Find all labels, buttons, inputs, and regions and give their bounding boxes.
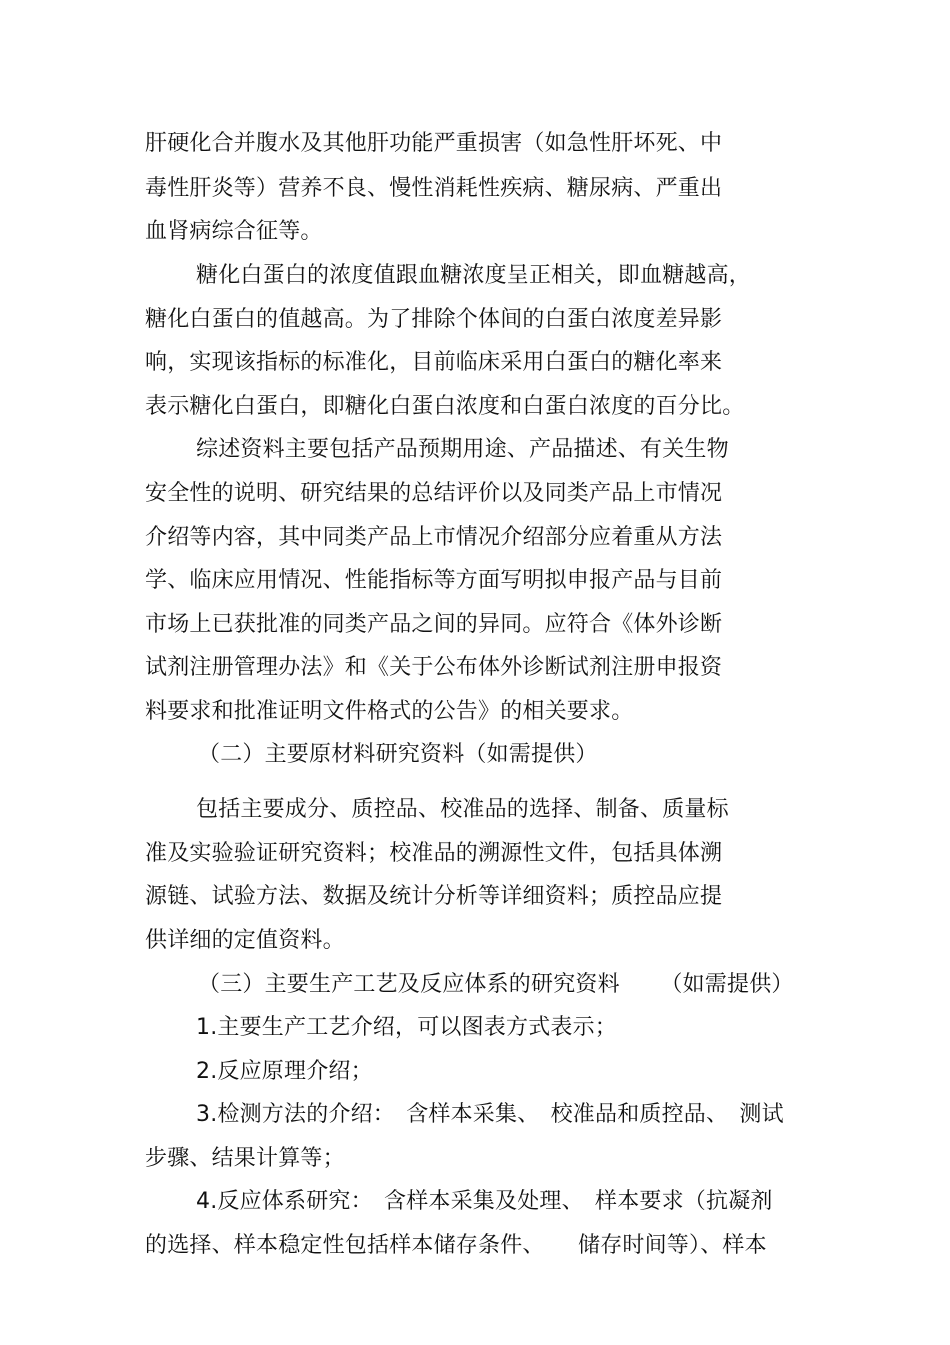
paragraph-line: 血肾病综合征等。 [145, 219, 323, 244]
paragraph-line: 的选择、样本稳定性包括样本储存条件、 储存时间等）、样本 [145, 1233, 767, 1258]
paragraph-line: 响，实现该指标的标准化，目前临床采用白蛋白的糖化率来 [145, 350, 723, 375]
paragraph-line: 介绍等内容，其中同类产品上市情况介绍部分应着重从方法 [145, 525, 723, 550]
list-item: 2.反应原理介绍； [196, 1059, 373, 1084]
list-item: 1.主要生产工艺介绍，可以图表方式表示； [196, 1015, 617, 1040]
section-heading: （二）主要原材料研究资料（如需提供） [198, 742, 598, 767]
section-heading: （三）主要生产工艺及反应体系的研究资料 （如需提供） [198, 972, 794, 997]
paragraph-line: 学、临床应用情况、性能指标等方面写明拟申报产品与目前 [145, 568, 723, 593]
paragraph-line: 准及实验验证研究资料；校准品的溯源性文件，包括具体溯 [145, 841, 723, 866]
paragraph-line: 肝硬化合并腹水及其他肝功能严重损害（如急性肝坏死、中 [145, 131, 723, 156]
list-item: 4.反应体系研究： 含样本采集及处理、 样本要求（抗凝剂 [196, 1189, 773, 1214]
paragraph-line: 试剂注册管理办法》和《关于公布体外诊断试剂注册申报资 [145, 655, 723, 680]
paragraph-line: 安全性的说明、研究结果的总结评价以及同类产品上市情况 [145, 481, 723, 506]
paragraph-line: 综述资料主要包括产品预期用途、产品描述、有关生物 [196, 437, 729, 462]
paragraph-line: 市场上已获批准的同类产品之间的异同。应符合《体外诊断 [145, 612, 723, 637]
paragraph-line: 源链、试验方法、数据及统计分析等详细资料；质控品应提 [145, 884, 723, 909]
paragraph-line: 糖化白蛋白的值越高。为了排除个体间的白蛋白浓度差异影 [145, 307, 723, 332]
paragraph-line: 供详细的定值资料。 [145, 928, 345, 953]
paragraph-line: 毒性肝炎等）营养不良、慢性消耗性疾病、糖尿病、严重出 [145, 176, 723, 201]
paragraph-line: 步骤、结果计算等； [145, 1146, 345, 1171]
paragraph-line: 表示糖化白蛋白，即糖化白蛋白浓度和白蛋白浓度的百分比。 [145, 394, 745, 419]
paragraph-line: 料要求和批准证明文件格式的公告》的相关要求。 [145, 699, 634, 724]
list-item: 3.检测方法的介绍： 含样本采集、 校准品和质控品、 测试 [196, 1102, 784, 1127]
paragraph-line: 糖化白蛋白的浓度值跟血糖浓度呈正相关，即血糖越高， [196, 263, 752, 288]
paragraph-line: 包括主要成分、质控品、校准品的选择、制备、质量标 [196, 797, 729, 822]
